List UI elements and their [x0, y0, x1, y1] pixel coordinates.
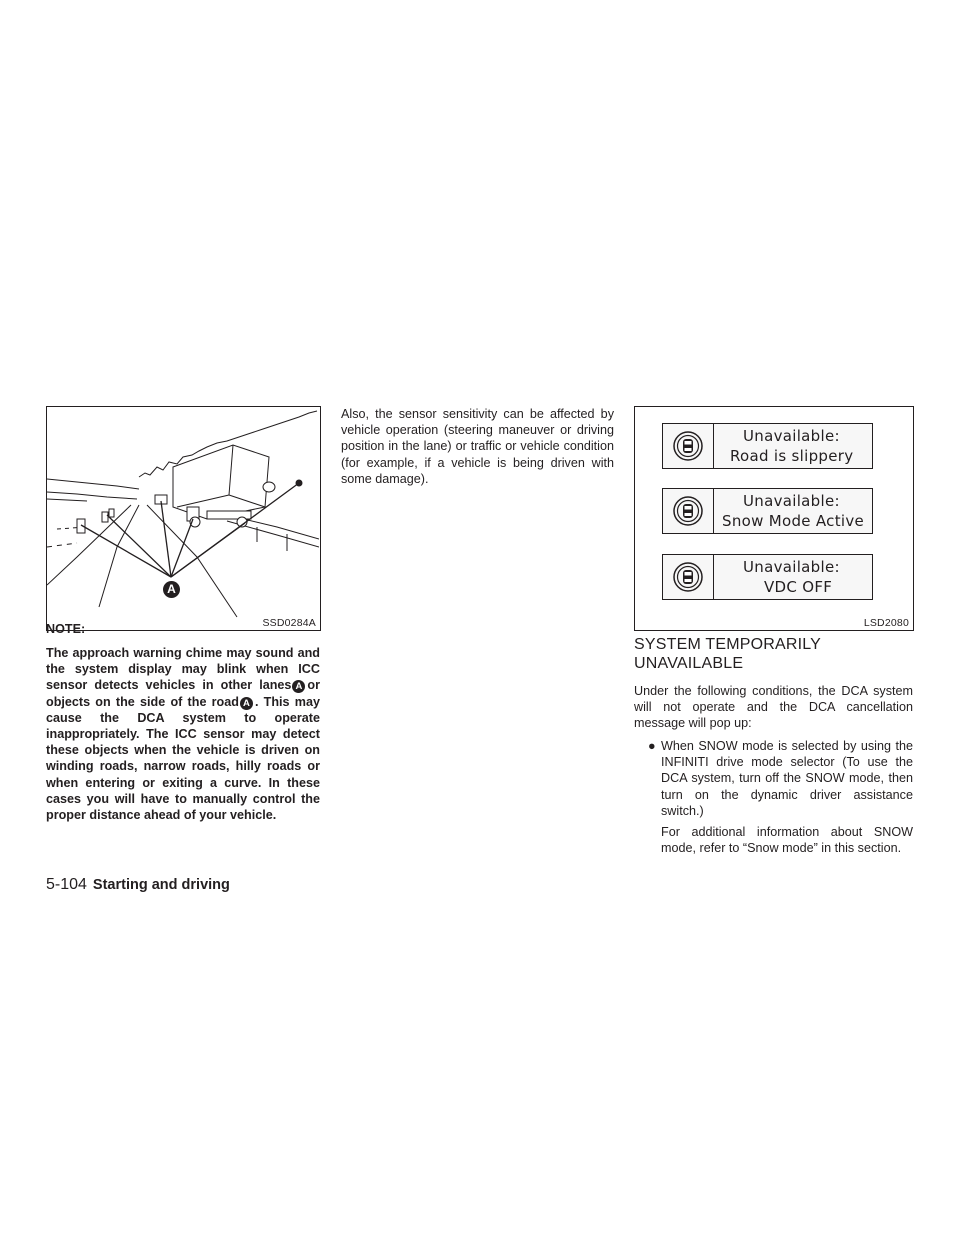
callout-a-inline: A [240, 697, 253, 710]
message-road-slippery [662, 423, 873, 469]
figure-id-label: LSD2080 [863, 617, 909, 629]
callout-a-inline: A [292, 680, 305, 693]
message-snow-mode [662, 488, 873, 534]
note-text-part-1: The approach warning chime may sound and the system display may blink when ICC sensor detects vehicles in other lanes [46, 646, 320, 693]
note-text-part-3: . This may cause the DCA system to operate inappropriately. The ICC sensor may detect these objects when the vehicle is driven on winding roads, narrow roads, hilly roads or when entering or exiting a curve. In these cases you will have to manually control the proper distance ahead of your vehicle. [46, 694, 320, 823]
message-vdc-off [662, 554, 873, 600]
driver-assist-icon [672, 430, 704, 462]
driver-assist-icon [672, 495, 704, 527]
note-title: NOTE: [46, 622, 86, 636]
chapter-title: Starting and driving [92, 877, 230, 893]
message-line-2: VDC OFF [764, 578, 833, 596]
driver-assist-icon [672, 561, 704, 593]
page-number: 5-104 [46, 876, 87, 893]
sensor-sensitivity-paragraph: Also, the sensor sensitivity can be affected by vehicle operation (steering maneuver or driving position in the lane) or traffic or vehicle condition (for example, if a vehicle is being driven with some damage). [341, 407, 614, 486]
bullet-text: When SNOW mode is selected by using the INFINITI drive mode selector (To use the DCA system, turn off the SNOW mode, then turn on the dynamic driver assistance switch.) [661, 739, 913, 818]
message-separator [713, 489, 714, 533]
road-scene-drawing [47, 407, 319, 629]
display-messages-figure [634, 406, 914, 631]
section-heading-line-1: SYSTEM TEMPORARILY [634, 636, 822, 653]
callout-a-badge: A [163, 581, 180, 598]
message-line-1: Unavailable: [743, 558, 840, 576]
message-line-1: Unavailable: [743, 427, 840, 445]
section-intro: Under the following conditions, the DCA system will not operate and the DCA cancellation message will pop up: [634, 684, 913, 731]
note-text-part-2: or objects on the side of the road [46, 678, 320, 709]
message-line-2: Snow Mode Active [722, 512, 865, 530]
page-footer [46, 876, 230, 894]
message-line-2: Road is slippery [730, 447, 854, 465]
bullet-icon: ● [648, 739, 656, 753]
message-separator [713, 424, 714, 468]
road-illustration [46, 406, 321, 631]
note-body [46, 645, 320, 823]
bullet-additional-info: For additional information about SNOW mode, refer to “Snow mode” in this section. [661, 825, 913, 856]
section-heading-line-2: UNAVAILABLE [634, 655, 744, 672]
message-separator [713, 555, 714, 599]
figure-id-label: SSD0284A [262, 617, 316, 629]
message-line-1: Unavailable: [743, 492, 840, 510]
section-heading [634, 635, 914, 673]
